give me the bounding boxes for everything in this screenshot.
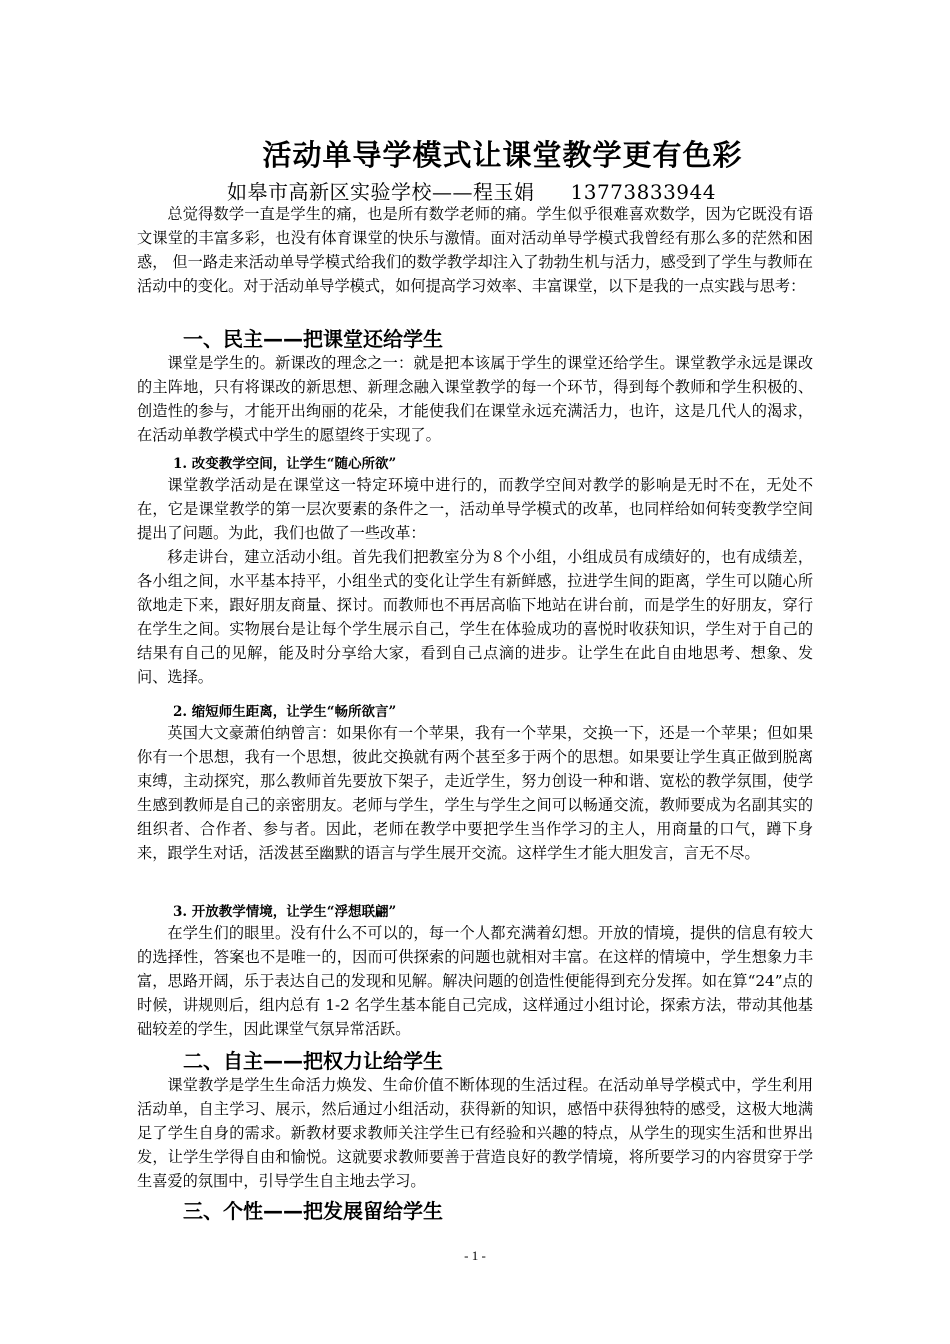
section-2-text: 课堂教学是学生生命活力焕发、生命价值不断体现的生活过程。在活动单导学模式中，学生利用活动单，自主学习、展示，然后通过小组活动，获得新的知识，感悟中获得独特的感受，这极大地满足了学生自身的需求。新教材要求教师关注学生已有经验和兴趣的特点，从学生的现实生活和世界出发，让学生学得自由和愉悦。这就要求教师要善于营造良好的教学情境，将所要学习的内容贯穿于学生喜爱的氛围中，引导学生自主地去学习。 bbox=[137, 1076, 813, 1190]
subsection-1-para-1: 课堂教学活动是在课堂这一特定环境中进行的，而教学空间对教学的影响是无时不在，无处不在，它是课堂教学的第一层次要素的条件之一，活动单导学模式的改革，也同样给如何转变教学空间提出了问题。为此，我们也做了一些改革： bbox=[137, 476, 813, 542]
section-3-heading: 三、个性——把发展留给学生 bbox=[183, 1199, 443, 1223]
subsection-1-heading: 1. 改变教学空间，让学生“随心所欲” bbox=[173, 456, 397, 472]
section-2-paragraph bbox=[137, 1073, 813, 1193]
section-2-heading: 二、自主——把权力让给学生 bbox=[183, 1049, 443, 1073]
subsection-3-heading: 3. 开放教学情境，让学生“浮想联翩” bbox=[173, 904, 397, 920]
section-1-text: 课堂是学生的。新课改的理念之一：就是把本该属于学生的课堂还给学生。课堂教学永远是课改的主阵地，只有将课改的新思想、新理念融入课堂教学的每一个环节，得到每个教师和学生积极的、创造性的参与，才能开出绚丽的花朵，才能使我们在课堂永远充满活力，也许，这是几代人的渴求，在活动单教学模式中学生的愿望终于实现了。 bbox=[137, 354, 813, 444]
document-title: 活动单导学模式让课堂教学更有色彩 bbox=[262, 138, 743, 172]
subsection-2-body bbox=[137, 721, 813, 865]
subsection-3-para: 在学生们的眼里。没有什么不可以的，每一个人都充满着幻想。开放的情境，提供的信息有较大的选择性，答案也不是唯一的，因而可供探索的问题也就相对丰富。在这样的情境中，学生想象力丰富，思路开阔，乐于表达自己的发现和见解。解决问题的创造性便能得到充分发挥。如在算“24”点的时候，讲规则后，组内总有 1-2 名学生基本能自己完成，这样通过小组讨论，探索方法，带动其他基础较差的学生，因此课堂气氛异常活跃。 bbox=[137, 924, 813, 1038]
intro-paragraph bbox=[137, 202, 813, 298]
page-number: - 1 - bbox=[464, 1248, 486, 1263]
author-phone: 13773833944 bbox=[570, 180, 716, 204]
subsection-2-para: 英国大文豪萧伯纳曾言：如果你有一个苹果，我有一个苹果，交换一下，还是一个苹果；但如果你有一个思想，我有一个思想，彼此交换就有两个甚至多于两个的思想。如果要让学生真正做到脱离束缚，主动探究，那么教师首先要放下架子，走近学生，努力创设一种和谐、宽松的教学氛围，使学生感到教师是自己的亲密朋友。老师与学生，学生与学生之间可以畅通交流，教师要成为名副其实的组织者、合作者、参与者。因此，老师在教学中要把学生当作学习的主人，用商量的口气，蹲下身来，跟学生对话，活泼甚至幽默的语言与学生展开交流。这样学生才能大胆发言，言无不尽。 bbox=[137, 724, 813, 862]
subsection-3-body bbox=[137, 921, 813, 1041]
author-name: 如皋市高新区实验学校——程玉娟 bbox=[227, 180, 535, 204]
subsection-1-para-2: 移走讲台，建立活动小组。首先我们把教室分为８个小组，小组成员有成绩好的，也有成绩差，各小组之间，水平基本持平，小组坐式的变化让学生有新鲜感，拉进学生间的距离，学生可以随心所欲地走下来，跟好朋友商量、探讨。而教师也不再居高临下地站在讲台前，而是学生的好朋友，穿行在学生之间。实物展台是让每个学生展示自己，学生在体验成功的喜悦时收获知识，学生对于自己的结果有自己的见解，能及时分享给大家，看到自己点滴的进步。让学生在此自由地思考、想象、发问、选择。 bbox=[137, 548, 813, 686]
author-line bbox=[227, 176, 716, 205]
section-1-heading: 一、民主——把课堂还给学生 bbox=[183, 327, 443, 351]
subsection-1-body bbox=[137, 473, 813, 689]
subsection-2-heading: 2. 缩短师生距离，让学生“畅所欲言” bbox=[173, 704, 397, 720]
section-1-paragraph bbox=[137, 351, 813, 447]
intro-text: 总觉得数学一直是学生的痛，也是所有数学老师的痛。学生似乎很难喜欢数学，因为它既没有语文课堂的丰富多彩，也没有体育课堂的快乐与激情。面对活动单导学模式我曾经有那么多的茫然和困惑， 但一路走来活动单导学模式给我们的数学教学却注入了勃勃生机与活力，感受到了学生与教师在活动中的变化。对于活动单导学模式，如何提高学习效率、丰富课堂，以下是我的一点实践与思考： bbox=[137, 205, 813, 295]
